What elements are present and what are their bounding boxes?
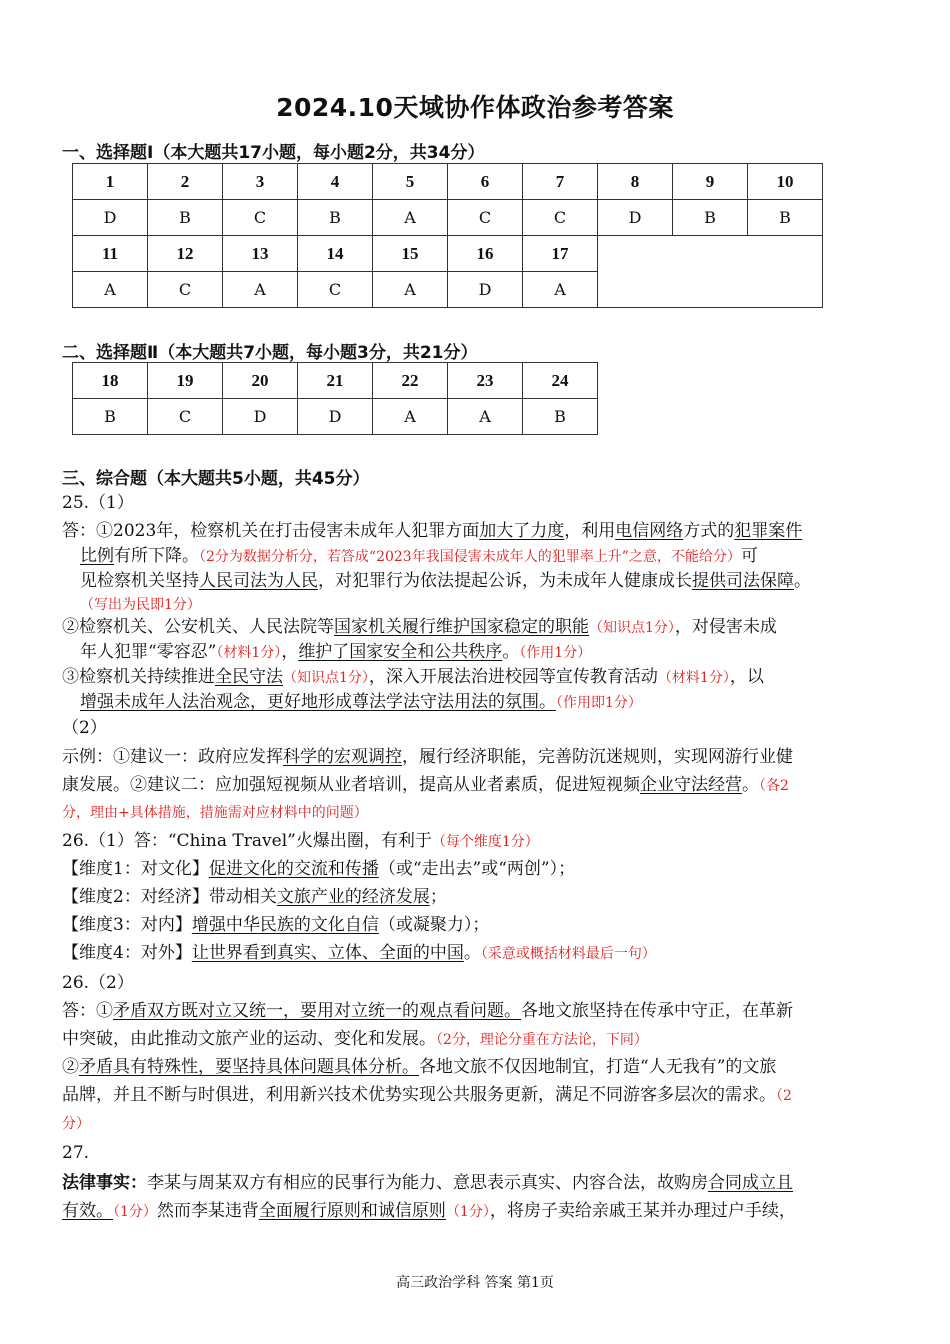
answer-line [62,1110,892,1138]
text: ，将房子卖给亲戚王某并办理过户手续， [489,1201,796,1221]
section1-heading: 一、选择题Ⅰ（本大题共17小题，每小题2分，共34分） [62,143,485,163]
scoring-note: （知识点1分） [589,620,675,636]
question-number-cell: 18 [73,363,148,399]
scoring-note: （每个维度1分） [431,834,539,850]
question-number-cell: 16 [448,236,523,272]
key-point: 犯罪案件 [734,521,803,541]
text: 各地文旅坚持在传承中守正，在革新 [521,1001,793,1021]
key-point: 提供司法保障 [692,571,794,591]
key-point: 电信网络 [615,521,684,541]
answer-cell: B [73,399,148,435]
key-point: 加大了力度 [479,521,565,541]
question-number-cell: 15 [373,236,448,272]
text: 见检察机关坚持 [80,571,199,591]
question-number-cell: 12 [148,236,223,272]
scoring-note: （作用1分） [519,645,592,661]
table-row [73,363,598,399]
table-row [73,399,598,435]
scoring-note: （作用即1分） [556,695,642,711]
key-point: 合同成立且 [708,1173,793,1193]
text: 答：① [62,1001,113,1021]
scoring-note: （知识点1分） [283,670,369,686]
question-number-cell: 7 [523,164,598,200]
answer-cell: D [73,200,148,236]
text: 各地文旅不仅因地制宜，打造“人无我有”的文旅 [419,1057,777,1077]
section2-heading: 二、选择题Ⅱ（本大题共7小题，每小题3分，共21分） [62,343,478,363]
answer-line [62,664,892,692]
text: 然而李某违背 [156,1201,259,1221]
answer-cell: C [298,272,373,308]
answer-line [62,1170,892,1197]
key-point: 维护了国家安全和公共秩序 [298,642,503,662]
key-point: 全民守法 [215,667,283,687]
answer-line [62,614,892,642]
scoring-note: （2分，理论分重在方法论，下同） [436,1032,648,1048]
text: ，以 [729,667,764,687]
q26-2-label: 26.（2） [62,973,134,993]
answer-line [62,998,892,1025]
scoring-note: （2 [776,1088,792,1104]
scoring-note: 分，理由+具体措施，措施需对应材料中的问题） [62,805,368,821]
text: 答：①2023年，检察机关在打击侵害未成年人犯罪方面 [62,521,480,541]
text: 26.（1）答：“China Travel”火爆出圈，有利于 [62,831,432,851]
question-number-cell: 23 [448,363,523,399]
text: 。 [742,775,759,795]
table-row [73,164,823,200]
text: ，履行经济职能，完善防沉迷规则，实现网游行业健 [402,747,793,767]
answer-line [80,543,910,571]
text: 年人犯罪“零容忍” [80,642,217,662]
text: ， [281,642,299,662]
answer-cell: A [223,272,298,308]
answer-line [80,689,910,717]
section1-answer-table [72,163,823,308]
table-row [73,200,823,236]
answer-cell: C [448,200,523,236]
answer-line [62,856,892,883]
page-footer: 高三政治学科 答案 第1页 [396,1275,554,1291]
answer-line [62,518,892,545]
text: 示例：①建议一：政府应发挥 [62,747,283,767]
text: ，对犯罪行为依法提起公诉，为未成年人健康成长 [318,571,692,591]
text: ③检察机关持续推进 [62,667,215,687]
answer-line [62,1054,892,1081]
answer-line [62,744,892,771]
text: 。 [794,571,811,591]
answer-line [62,1026,892,1054]
question-number-cell: 17 [523,236,598,272]
text: 【维度2：对经济】带动相关 [62,887,277,907]
answer-cell: A [73,272,148,308]
text: 康发展。②建议二：应加强短视频从业者培训，提高从业者素质，促进短视频 [62,775,640,795]
key-point: 全面履行原则和诚信原则 [258,1201,446,1221]
text: ，利用 [564,521,616,541]
table-row [73,272,823,308]
key-point: 矛盾具有特殊性，要坚持具体问题具体分析。 [79,1057,419,1077]
text: ②检察机关、公安机关、人民法院等 [62,617,334,637]
text: 方式的 [683,521,735,541]
answer-line [62,884,892,911]
answer-cell: A [523,272,598,308]
question-number-cell: 6 [448,164,523,200]
answer-cell: D [598,200,673,236]
question-number-cell: 19 [148,363,223,399]
q25-1-label: 25.（1） [62,493,134,513]
question-number-cell: 5 [373,164,448,200]
answer-line [62,912,892,939]
answer-line [62,1082,892,1110]
legal-fact-label: 法律事实： [62,1173,147,1193]
answer-cell: B [748,200,823,236]
scoring-note: （写出为民即1分） [80,597,201,613]
answer-cell: A [373,272,448,308]
scoring-note: （1分） [445,1204,490,1220]
key-point: 国家机关履行维护国家稳定的职能 [334,617,589,637]
scoring-note: （2分为数据分析分，若答成“2023年我国侵害未成年人的犯罪率上升”之意，不能给分） [199,549,741,565]
question-number-cell: 20 [223,363,298,399]
answer-line [62,772,892,800]
q27-label: 27. [62,1143,90,1163]
key-point: 文旅产业的经济发展 [276,887,430,907]
answer-cell: D [223,399,298,435]
empty-cell [598,272,823,308]
answer-line [62,828,892,856]
section3-heading: 三、综合题（本大题共5小题，共45分） [62,469,370,489]
text: 中突破，由此推动文旅产业的运动、变化和发展。 [62,1029,436,1049]
key-point: 企业守法经营 [640,775,742,795]
answer-cell: C [148,272,223,308]
question-number-cell: 8 [598,164,673,200]
text: ； [429,887,447,907]
key-point: 增强未成年人法治观念，更好地形成尊法学法守法用法的氛围。 [80,692,556,712]
text: 【维度3：对内】 [62,915,192,935]
scoring-note: （1分） [113,1204,157,1220]
question-number-cell: 1 [73,164,148,200]
section2-answer-table [72,362,598,435]
question-number-cell: 4 [298,164,373,200]
text: 李某与周某双方有相应的民事行为能力、意思表示真实、内容合法，故购房 [147,1173,708,1193]
page-title: 2024.10天域协作体政治参考答案 [276,93,674,122]
text: 可 [740,546,758,566]
answer-cell: C [523,200,598,236]
answer-cell: B [148,200,223,236]
question-number-cell: 3 [223,164,298,200]
answer-cell: A [448,399,523,435]
answer-cell: B [523,399,598,435]
text: 品牌，并且不断与时俱进，利用新兴技术优势实现公共服务更新，满足不同游客多层次的需求。 [62,1085,776,1105]
question-number-cell: 24 [523,363,598,399]
key-point: 科学的宏观调控 [283,747,402,767]
scoring-note: （各2 [759,778,789,794]
answer-cell: C [223,200,298,236]
key-point: 让世界看到真实、立体、全面的中国 [191,943,464,963]
answer-line [62,799,892,827]
text: （或凝聚力）； [378,915,490,935]
answer-line [62,1198,892,1226]
answer-cell: C [148,399,223,435]
question-number-cell: 14 [298,236,373,272]
answer-cell: A [373,200,448,236]
text: 【维度4：对外】 [62,943,192,963]
text: 。 [463,943,481,963]
text: 【维度1：对文化】 [62,859,209,879]
text: ，深入开展法治进校园等宣传教育活动 [368,667,658,687]
table-row [73,236,823,272]
scoring-note: （材料1分） [657,670,730,686]
key-point: 促进文化的交流和传播 [208,859,379,879]
answer-cell: A [373,399,448,435]
text: 有所下降。 [114,546,199,566]
key-point: 增强中华民族的文化自信 [191,915,379,935]
scoring-note: （采意或概括材料最后一句） [480,946,656,962]
answer-line [62,940,892,968]
scoring-note: （材料1分） [216,645,282,661]
question-number-cell: 13 [223,236,298,272]
question-number-cell: 10 [748,164,823,200]
question-number-cell: 11 [73,236,148,272]
key-point: 矛盾双方既对立又统一，要用对立统一的观点看问题。 [113,1001,521,1021]
text: ② [62,1057,79,1077]
key-point: 人民司法为人民 [199,571,318,591]
answer-cell: B [298,200,373,236]
answer-cell: D [448,272,523,308]
text: 。 [502,642,520,662]
key-point: 比例 [80,546,114,566]
text: ，对侵害未成 [674,617,777,637]
question-number-cell: 22 [373,363,448,399]
question-number-cell: 21 [298,363,373,399]
answer-cell: B [673,200,748,236]
q25-2-label: （2） [62,718,107,738]
key-point: 有效。 [62,1201,113,1221]
empty-cell [598,236,823,272]
answer-line [80,639,910,667]
answer-cell: D [298,399,373,435]
question-number-cell: 9 [673,164,748,200]
scoring-note: 分） [62,1116,90,1132]
question-number-cell: 2 [148,164,223,200]
text: （或“走出去”或“两创”）； [378,859,576,879]
